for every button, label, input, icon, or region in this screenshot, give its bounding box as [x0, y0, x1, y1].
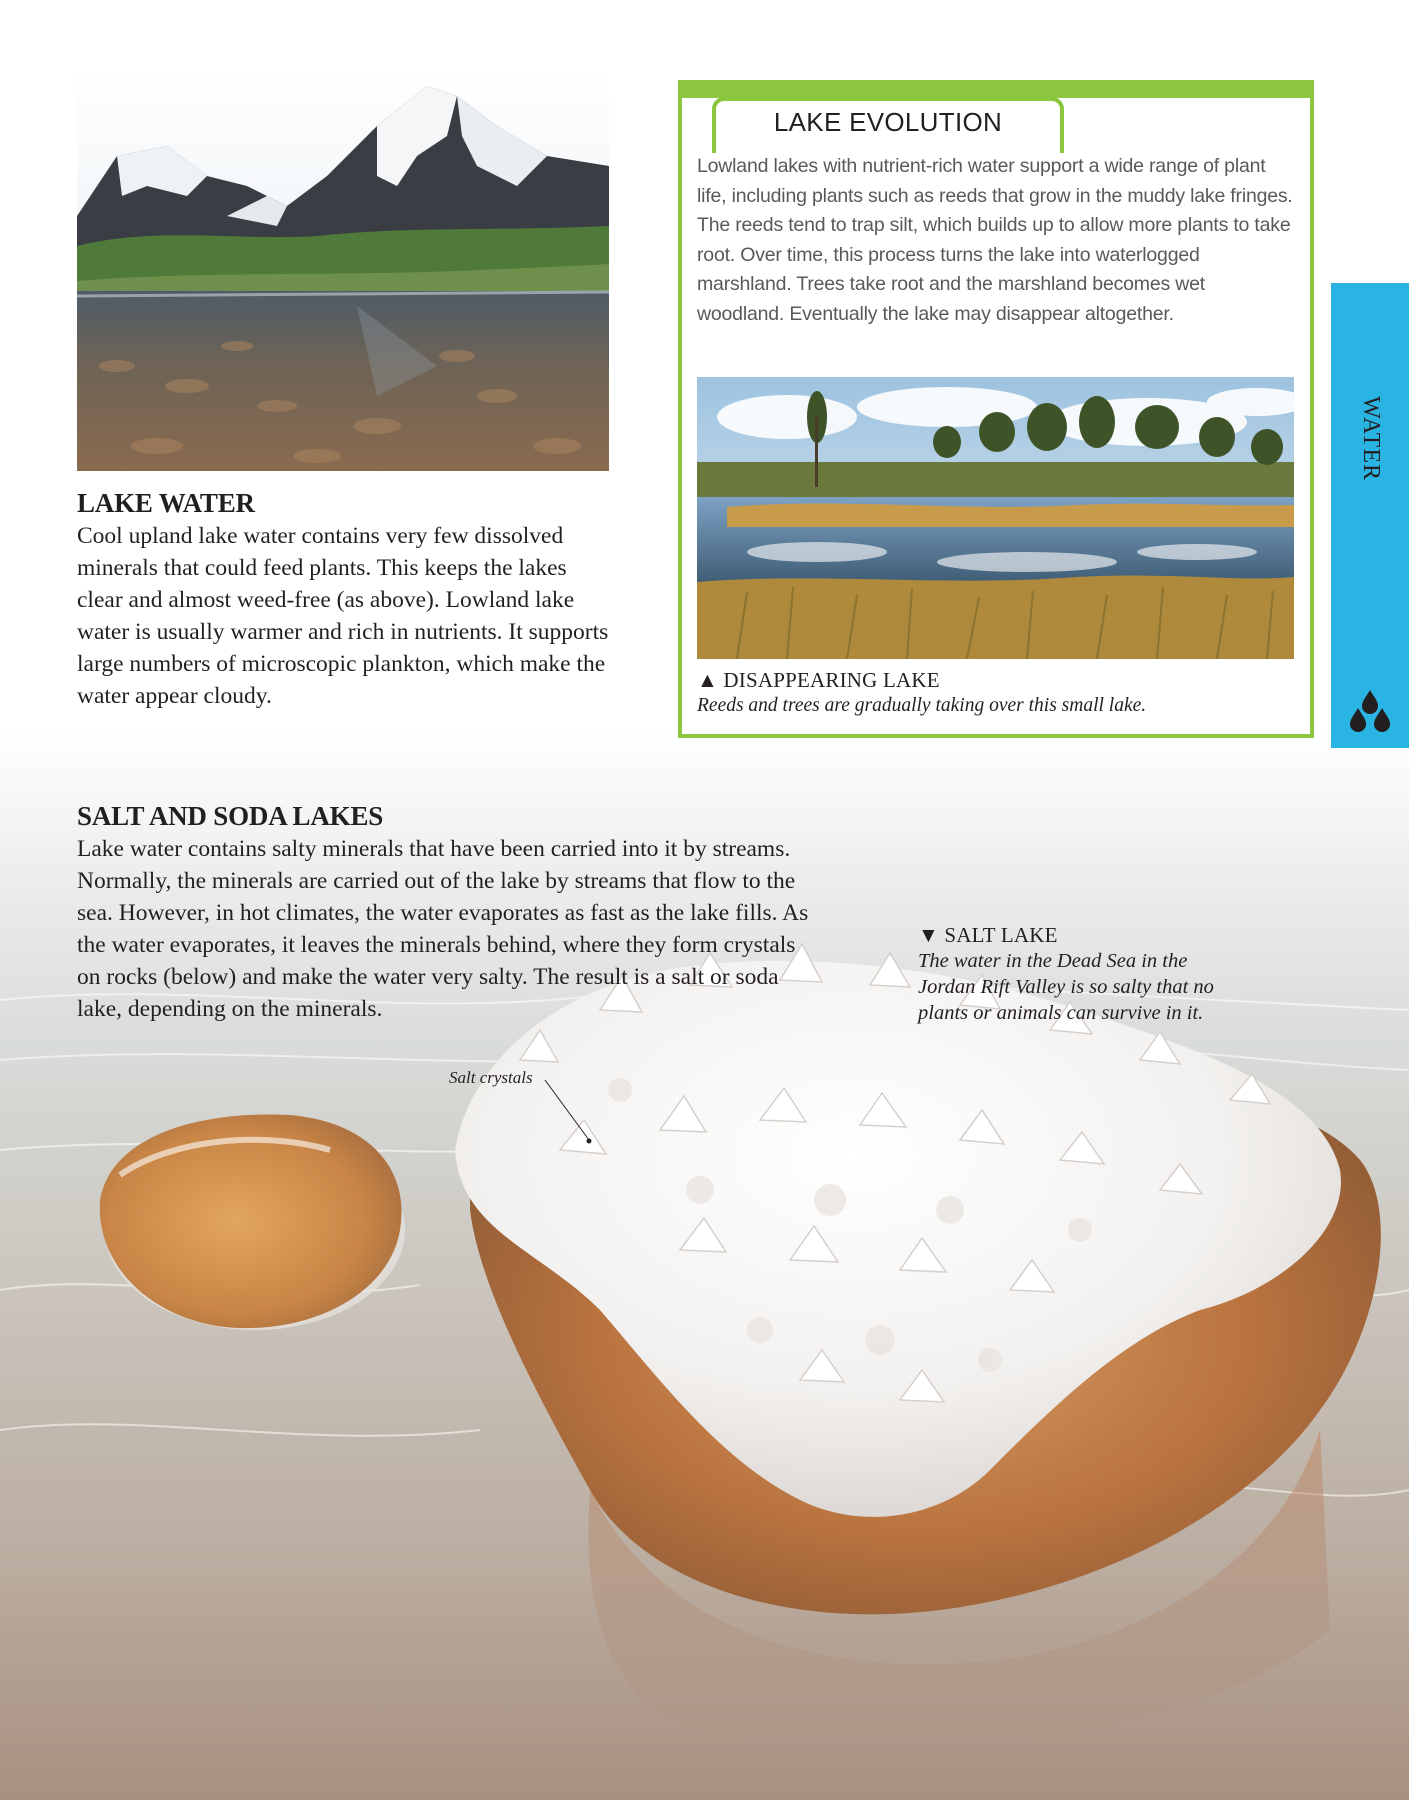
chapter-tab-label: [1331, 283, 1409, 593]
salt-lake-caption-title: ▼ SALT LAKE: [918, 923, 1058, 947]
salt-lake-caption: [918, 923, 1248, 1026]
lake-water-body: Cool upland lake water contains very few dissolved minerals that could feed plants. This keeps the lakes clear and almost weed-free (as above). Lowland lake water is usually warmer and rich in nutrients. It supports large numbers of microscopic plankton, which make the water appear cloudy.: [77, 523, 609, 709]
mountain-lake-photo: [77, 66, 609, 471]
disappearing-lake-caption-text: Reeds and trees are gradually taking over this small lake.: [697, 695, 1147, 716]
salt-soda-body: Lake water contains salty minerals that have been carried into it by streams. Normally, the minerals are carried out of the lake by streams that flow to the sea. However, in hot climates, the water evaporates as fast as the lake fills. As the water evaporates, it leaves the minerals behind, where they form crystals on rocks (below) and make the water very salty. The result is a salt or soda lake, depending on the minerals.: [77, 836, 809, 1022]
chapter-tab-text: WATER: [1357, 395, 1384, 481]
lake-water-heading: LAKE WATER: [77, 488, 255, 518]
salt-soda-heading: SALT AND SODA LAKES: [77, 801, 384, 831]
water-drops-icon: [1347, 688, 1393, 734]
disappearing-lake-caption: [697, 668, 1297, 719]
disappearing-lake-caption-title: ▲ DISAPPEARING LAKE: [697, 668, 940, 692]
salt-soda-lakes-section: [77, 801, 817, 1025]
lake-water-section: [77, 488, 617, 712]
lake-evolution-text: Lowland lakes with nutrient-rich water support a wide range of plant life, including plants such as reeds that grow in the muddy lake fringes. The reeds tend to trap silt, which builds up to allow more plants to take root. Over time, this process turns the lake into waterlogged marshland. Trees take root and the marshland becomes wet woodland. Eventually the lake may disappear altogether.: [697, 155, 1293, 325]
salt-crystals-label: Salt crystals: [449, 1068, 533, 1087]
salt-lake-caption-text: The water in the Dead Sea in the Jordan Rift Valley is so salty that no plants or animals can survive in it.: [918, 950, 1214, 1024]
lake-evolution-title: LAKE EVOLUTION: [773, 107, 1003, 137]
disappearing-lake-photo: [697, 377, 1294, 659]
